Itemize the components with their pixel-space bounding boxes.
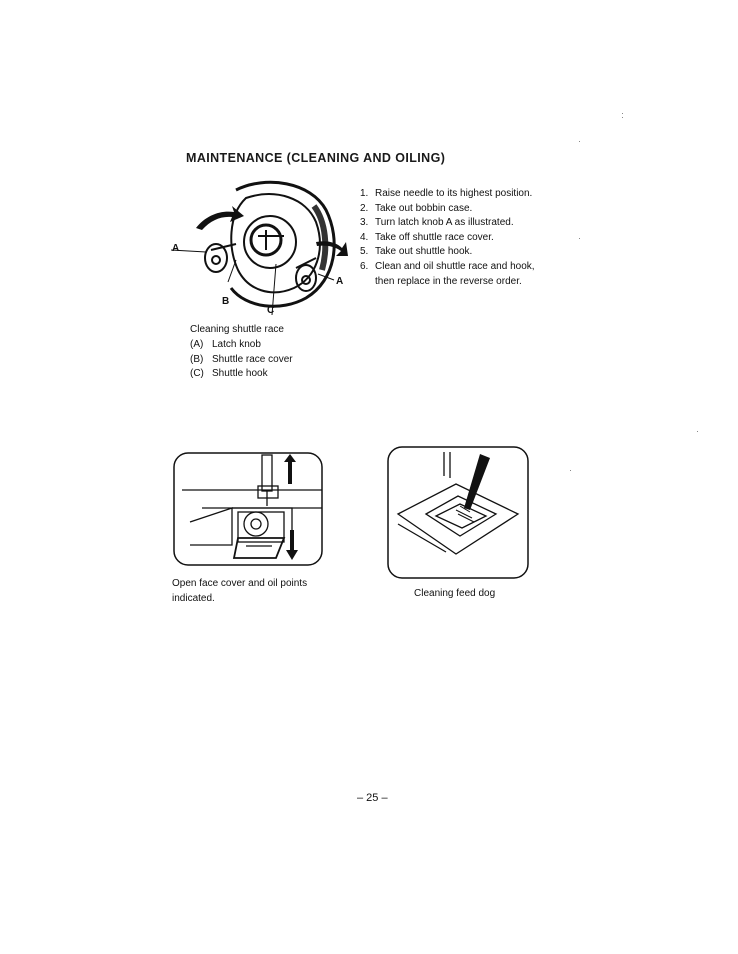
caption-line: indicated. <box>172 592 215 604</box>
step-item: 1. Raise needle to its highest position. <box>360 188 533 199</box>
step-item: 4. Take off shuttle race cover. <box>360 231 494 243</box>
scan-speck <box>570 470 571 471</box>
feed-dog-illustration <box>386 444 530 582</box>
legend-item: (B) Shuttle race cover <box>190 353 293 365</box>
legend-item: (A) Latch knob <box>190 338 261 350</box>
face-cover-illustration <box>172 450 324 568</box>
face-cover-caption <box>172 577 342 606</box>
step-item: 3. Turn latch knob A as illustrated. <box>360 217 514 229</box>
instruction-steps <box>360 187 535 289</box>
scan-speck <box>697 431 698 432</box>
caption-line: Open face cover and oil points <box>172 578 308 589</box>
legend-item: (C) Shuttle hook <box>190 368 268 380</box>
label-c: C <box>267 305 275 316</box>
caption-title: Cleaning shuttle race <box>190 324 284 335</box>
feed-dog-caption: Cleaning feed dog <box>414 588 496 599</box>
scan-speck <box>579 141 580 142</box>
shuttle-race-illustration <box>166 170 356 320</box>
scan-speck <box>622 113 623 114</box>
step-item: then replace in the reverse order. <box>375 275 522 287</box>
shuttle-race-caption <box>190 323 293 382</box>
step-item: 6. Clean and oil shuttle race and hook, <box>360 260 535 272</box>
page-title: MAINTENANCE (CLEANING AND OILING) <box>186 151 446 165</box>
scan-speck <box>579 238 580 239</box>
page-number: – 25 – <box>357 792 388 804</box>
label-b: B <box>222 296 230 307</box>
label-a-right: A <box>336 276 344 287</box>
step-item: 5. Take out shuttle hook. <box>360 246 473 258</box>
label-a-left: A <box>172 243 180 254</box>
scan-speck <box>622 117 623 118</box>
step-item: 2. Take out bobbin case. <box>360 202 473 214</box>
